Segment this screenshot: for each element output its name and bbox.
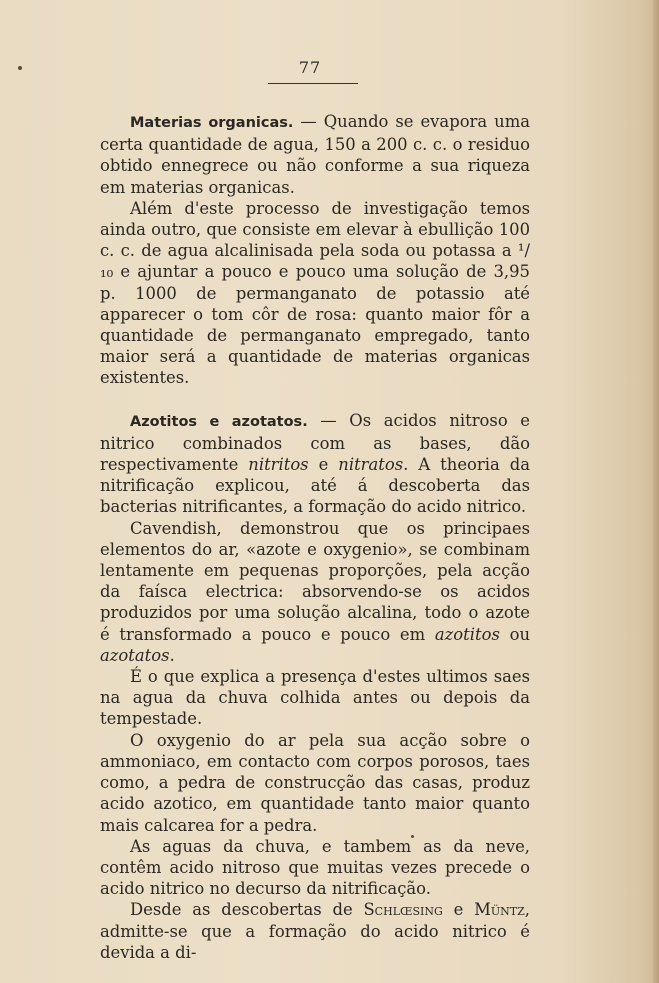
emphasis: nitritos <box>248 455 309 475</box>
paragraph-azotitos: Azotitos e azotatos. — Os acidos nitroso e nitrico combinados com as bases, dão respectivamente nitritos e nitratos. A theoria da nitrificação explicou, até á descoberta das bacterias nitrificantes, a formação do acido nitrico. <box>100 410 530 517</box>
page-number: 77 <box>298 58 322 77</box>
body-text <box>100 111 530 963</box>
section-heading: Materias organicas. <box>130 115 294 131</box>
emphasis: azotatos <box>100 645 170 665</box>
header-rule <box>268 83 358 84</box>
author-name: Müntz <box>474 900 525 920</box>
emphasis: azotitos <box>434 624 500 644</box>
paragraph: Além d'este processo de investigação temos ainda outro, que consiste em elevar à ebullição 100 c. c. de agua alcalinisada pela soda ou potassa a ¹/₁₀ e ajuntar a pouco e pouco uma solução de 3,95 p. 1000 de permanganato de potassio até apparecer o tom côr de rosa: quanto maior fôr a quantidade de permanganato empregado, tanto maior será a quantidade de materias organicas existentes. <box>100 198 530 388</box>
paragraph: As aguas da chuva, e tambem as da neve, contêm acido nitroso que muitas vezes precede o acido nitrico no decurso da nitrificação. <box>100 836 530 899</box>
paragraph: É o que explica a presença d'estes ultimos saes na agua da chuva colhida antes ou depois da tempestade. <box>100 667 530 729</box>
page-edge <box>653 0 659 983</box>
paragraph: Cavendish, demonstrou que os principaes elementos do ar, «azote e oxygenio», se combinam lentamente em pequenas proporções, pela acção da faísca electrica: absorvendo-se os acidos produzidos por uma solução alcalina, todo o azote é transformado a pouco e pouco em azotitos ou azotatos. <box>100 518 531 665</box>
paragraph: O oxygenio do ar pela sua acção sobre o ammoniaco, em contacto com corpos porosos, taes como, a pedra de construcção das casas, produz acido azotico, em quantidade tanto maior quanto mais calcarea for a pedra. <box>100 730 530 835</box>
author-name: Schlœsing <box>363 900 443 920</box>
section-heading: Azotitos e azotatos. <box>130 413 308 430</box>
paragraph-materias-organicas: Materias organicas. — Quando se evapora uma certa quantidade de agua, 150 a 200 c. c. o residuo obtido ennegrece ou não conforme a sua riqueza em materias organicas. <box>100 112 531 197</box>
emphasis: nitratos <box>338 455 404 475</box>
paragraph: Desde as descobertas de Schlœsing e Müntz, admitte-se que a formação do acido nitrico é devida a di- <box>100 900 530 962</box>
